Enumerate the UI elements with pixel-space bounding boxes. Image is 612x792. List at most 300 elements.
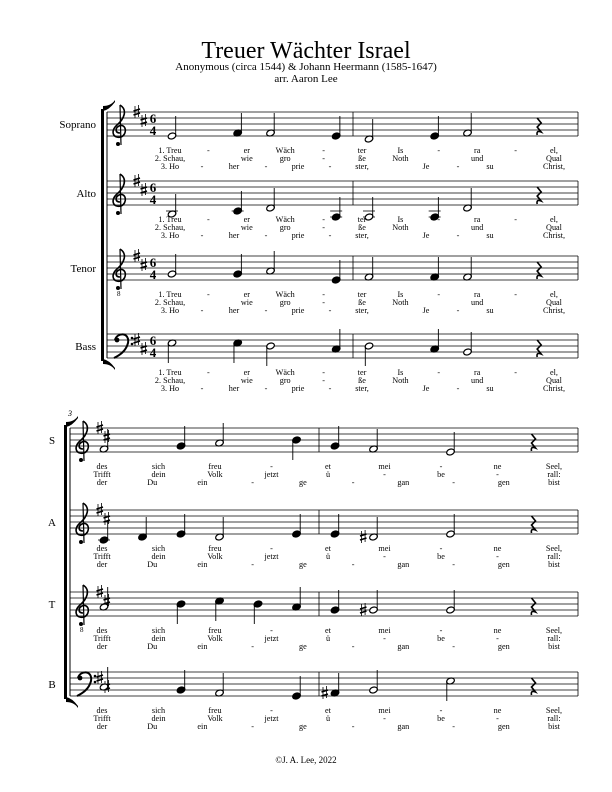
voice-name: Soprano [59,119,96,131]
lyric-syllable: ü [325,634,331,643]
lyric-syllable: - [496,634,499,643]
lyric-syllable: 3. Ho [160,384,180,393]
lyric-syllable: der [96,722,108,731]
lyric-syllable: ster, [355,231,369,240]
lyric-syllable: Wäch [275,146,295,155]
quarter-rest-icon [531,434,535,451]
key-sharp-icon [141,258,148,271]
voice-name: T [48,599,56,611]
lyric-syllable: Qual [546,376,562,385]
lyric-syllable: ra [474,368,481,377]
lyric-syllable: jetzt [264,470,279,479]
lyric-syllable: gro [279,376,291,385]
lyric-syllable: Wäch [275,215,295,224]
lyric-syllable: gan [397,478,410,487]
lyric-syllable: be [437,552,445,561]
lyric-syllable: her [228,306,240,315]
lyric-syllable: - [322,290,325,299]
lyric-syllable: prie [291,384,305,393]
lyric-syllable: Du [147,642,158,651]
lyric-syllable: rall: [547,714,561,723]
voice-name: Tenor [70,263,96,275]
lyric-syllable: - [322,154,325,163]
time-signature-top: 6 [149,333,157,348]
lyric-syllable: - [251,478,255,487]
lyric-syllable: - [437,146,441,155]
lyric-syllable: bist [548,642,560,651]
lyric-syllable: - [496,714,499,723]
treble-clef-icon [113,249,125,281]
key-sharp-icon [134,174,141,187]
lyric-syllable: gro [279,223,291,232]
lyric-syllable: - [514,290,517,299]
lyric-syllable: - [437,290,441,299]
treble-clef-icon [76,503,88,535]
lyric-syllable: 3. Ho [160,231,180,240]
quarter-rest-icon [537,262,541,279]
key-sharp-icon [104,430,111,443]
lyric-syllable: Seel, [545,544,563,553]
lyric-syllable: ne [493,626,502,635]
lyric-syllable: Qual [546,154,562,163]
lyric-syllable: 3. Ho [160,162,180,171]
lyric-syllable: Qual [546,223,562,232]
lyric-syllable: Christ, [542,231,566,240]
lyric-syllable: Noth [392,223,409,232]
lyric-syllable: sich [151,462,166,471]
lyric-syllable: rall: [547,634,561,643]
lyric-syllable: Seel, [545,462,563,471]
octave-marker: 8 [80,626,84,634]
lyric-syllable: - [328,384,332,393]
lyric-syllable: - [322,368,325,377]
lyric-syllable: wie [240,376,253,385]
lyric-syllable: - [456,231,460,240]
lyric-syllable: be [437,634,445,643]
accidental-sharp-icon [322,686,329,699]
bracket-top [103,100,115,111]
lyric-syllable: - [207,290,210,299]
score-title: Treuer Wächter Israel [201,38,411,64]
staff-a [48,503,578,569]
lyric-syllable: gen [497,722,510,731]
lyric-syllable: ge [299,642,307,651]
lyric-syllable: et [325,544,331,553]
lyric-syllable: - [383,714,386,723]
lyric-syllable: 1. Treu [158,368,182,377]
lyric-syllable: ße [358,154,366,163]
lyric-syllable: - [264,231,268,240]
measure-number: 3 [68,409,72,418]
lyric-syllable: Trifft [93,470,111,479]
staff-tenor [71,249,579,315]
quarter-rest-icon [537,187,541,204]
lyric-syllable: ü [325,714,331,723]
lyric-syllable: Seel, [545,626,563,635]
lyric-syllable: 2. Schau, [154,376,186,385]
lyric-syllable: et [325,462,331,471]
key-sharp-icon [97,503,104,516]
lyric-syllable: gen [497,478,510,487]
lyric-syllable: - [200,231,204,240]
key-sharp-icon [134,105,141,118]
lyric-syllable: Noth [392,376,409,385]
lyric-syllable: - [322,146,325,155]
lyric-syllable: - [322,223,325,232]
lyric-syllable: - [264,306,268,315]
lyric-syllable: ra [474,215,481,224]
quarter-rest-icon [531,598,535,615]
lyric-syllable: bist [548,722,560,731]
lyric-syllable: dein [151,714,166,723]
lyric-syllable: der [96,642,108,651]
treble-clef-icon [113,105,125,137]
staff-b [48,667,578,731]
lyric-syllable: und [471,298,484,307]
lyric-syllable: Je [422,384,430,393]
lyric-syllable: ne [493,462,502,471]
lyric-syllable: 2. Schau, [154,154,186,163]
lyric-syllable: el, [550,215,558,224]
lyric-syllable: gen [497,560,510,569]
time-signature-bottom: 4 [149,267,157,282]
treble-clef-icon [76,421,88,453]
time-signature-bottom: 4 [149,345,157,360]
staff-s [49,421,578,487]
lyric-syllable: be [437,470,445,479]
lyric-syllable: ne [493,544,502,553]
lyric-syllable: her [228,162,240,171]
lyric-syllable: er [243,368,250,377]
lyric-syllable: Wäch [275,368,295,377]
lyric-syllable: prie [291,306,305,315]
lyric-syllable: - [514,368,517,377]
key-sharp-icon [104,512,111,525]
lyric-syllable: - [207,146,210,155]
lyric-syllable: her [228,384,240,393]
lyric-syllable: gro [279,154,291,163]
lyric-syllable: su [486,384,494,393]
lyric-syllable: des [96,544,108,553]
lyric-syllable: sich [151,626,166,635]
lyric-syllable: Je [422,231,430,240]
lyric-syllable: - [514,215,517,224]
lyric-syllable: mei [378,462,391,471]
lyric-syllable: - [251,722,255,731]
lyric-syllable: Wäch [275,290,295,299]
lyric-syllable: ge [299,560,307,569]
lyric-syllable: ster, [355,384,369,393]
lyric-syllable: 3. Ho [160,306,180,315]
lyric-syllable: Trifft [93,552,111,561]
time-signature-top: 6 [149,255,157,270]
time-signature-bottom: 4 [149,192,157,207]
lyric-syllable: des [96,462,108,471]
lyric-syllable: ter [357,368,367,377]
lyric-syllable: el, [550,290,558,299]
lyric-syllable: et [325,626,331,635]
lyric-syllable: prie [291,231,305,240]
lyric-syllable: - [439,544,443,553]
lyric-syllable: - [322,298,325,307]
arranger-credit: arr. Aaron Lee [274,73,338,85]
lyric-syllable: el, [550,368,558,377]
lyric-syllable: - [328,162,332,171]
voice-name: B [48,679,56,691]
key-sharp-icon [134,333,141,346]
lyric-syllable: 1. Treu [158,290,182,299]
lyric-syllable: Seel, [545,706,563,715]
lyric-syllable: Je [422,306,430,315]
lyric-syllable: des [96,706,108,715]
lyric-syllable: Is [397,290,404,299]
lyric-syllable: - [200,162,204,171]
lyric-syllable: ein [197,642,208,651]
lyric-syllable: - [270,706,273,715]
lyric-syllable: freu [208,544,222,553]
lyric-syllable: wie [240,298,253,307]
time-signature-top: 6 [149,111,157,126]
lyric-syllable: Is [397,215,404,224]
key-sharp-icon [97,421,104,434]
lyric-syllable: - [270,462,273,471]
lyric-syllable: wie [240,223,253,232]
lyric-syllable: er [243,290,250,299]
lyric-syllable: rall: [547,470,561,479]
system-1 [59,100,578,393]
accidental-sharp-icon [360,603,367,616]
lyric-syllable: - [439,626,443,635]
lyric-syllable: gan [397,642,410,651]
bracket-bottom [103,359,115,370]
time-signature-top: 6 [149,180,157,195]
lyric-syllable: - [452,560,455,569]
lyric-syllable: der [96,560,108,569]
lyric-syllable: gro [279,298,291,307]
lyric-syllable: jetzt [264,552,279,561]
lyric-syllable: Volk [207,714,223,723]
lyric-syllable: gen [497,642,510,651]
lyric-syllable: her [228,231,240,240]
lyric-syllable: Volk [207,552,223,561]
key-sharp-icon [141,342,148,355]
lyric-syllable: ge [299,722,307,731]
staff-soprano [59,105,578,171]
system-2 [48,409,578,731]
staff-alto [76,174,578,240]
lyric-syllable: jetzt [264,714,279,723]
lyric-syllable: Is [397,146,404,155]
key-sharp-icon [134,249,141,262]
lyric-syllable: ein [197,722,208,731]
lyric-syllable: Du [147,722,158,731]
key-sharp-icon [97,671,104,684]
lyric-syllable: ge [299,478,307,487]
voice-name: A [48,517,56,529]
lyric-syllable: - [270,626,273,635]
lyric-syllable: - [322,215,325,224]
lyric-syllable: - [328,231,332,240]
lyric-syllable: su [486,231,494,240]
lyric-syllable: - [439,706,443,715]
lyric-syllable: - [383,552,386,561]
lyric-syllable: - [264,162,268,171]
lyric-syllable: 1. Treu [158,146,182,155]
lyric-syllable: der [96,478,108,487]
system-bracket [101,109,104,361]
lyric-syllable: wie [240,154,253,163]
lyric-syllable: - [251,642,255,651]
lyric-syllable: bist [548,478,560,487]
lyric-syllable: Christ, [542,306,566,315]
system-bracket [64,425,67,699]
lyric-syllable: Volk [207,470,223,479]
lyric-syllable: el, [550,146,558,155]
lyric-syllable: - [351,722,355,731]
lyric-syllable: ter [357,146,367,155]
lyric-syllable: 2. Schau, [154,298,186,307]
lyric-syllable: ter [357,215,367,224]
staff-t [49,585,578,651]
lyric-syllable: mei [378,706,391,715]
lyric-syllable: su [486,306,494,315]
lyric-syllable: ter [357,290,367,299]
lyric-syllable: - [351,642,355,651]
treble-clef-icon [113,174,125,206]
quarter-rest-icon [537,340,541,357]
lyric-syllable: dein [151,552,166,561]
time-signature-bottom: 4 [149,123,157,138]
lyric-syllable: ne [493,706,502,715]
lyric-syllable: Du [147,478,158,487]
lyric-syllable: und [471,154,484,163]
lyric-syllable: - [264,384,268,393]
lyric-syllable: ße [358,376,366,385]
lyric-syllable: 1. Treu [158,215,182,224]
lyric-syllable: - [270,544,273,553]
copyright-notice: ©J. A. Lee, 2022 [275,755,337,765]
quarter-rest-icon [531,678,535,695]
lyric-syllable: mei [378,544,391,553]
lyric-syllable: er [243,146,250,155]
quarter-rest-icon [537,118,541,135]
lyric-syllable: - [452,642,455,651]
lyric-syllable: Du [147,560,158,569]
lyric-syllable: - [207,368,210,377]
lyric-syllable: - [452,478,455,487]
lyric-syllable: Je [422,162,430,171]
staff-bass [75,329,578,393]
lyric-syllable: freu [208,462,222,471]
lyric-syllable: dein [151,634,166,643]
lyric-syllable: ra [474,290,481,299]
lyric-syllable: - [439,462,443,471]
lyric-syllable: ße [358,223,366,232]
lyric-syllable: mei [378,626,391,635]
lyric-syllable: bist [548,560,560,569]
lyric-syllable: - [456,162,460,171]
lyric-syllable: Trifft [93,634,111,643]
lyric-syllable: des [96,626,108,635]
lyric-syllable: dein [151,470,166,479]
voice-name: Alto [76,188,96,200]
lyric-syllable: - [437,215,441,224]
quarter-rest-icon [531,516,535,533]
lyric-syllable: Trifft [93,714,111,723]
treble-clef-icon [76,585,88,617]
lyric-syllable: be [437,714,445,723]
lyric-syllable: prie [291,162,305,171]
lyric-syllable: sich [151,544,166,553]
lyric-syllable: Christ, [542,384,566,393]
lyric-syllable: ße [358,298,366,307]
lyric-syllable: - [200,306,204,315]
lyric-syllable: rall: [547,552,561,561]
lyric-syllable: und [471,223,484,232]
lyric-syllable: gan [397,560,410,569]
lyric-syllable: ein [197,560,208,569]
lyric-syllable: - [351,478,355,487]
composer-credit: Anonymous (circa 1544) & Johann Heermann (1585-1647) [175,61,437,73]
lyric-syllable: - [496,470,499,479]
accidental-sharp-icon [360,530,367,543]
lyric-syllable: Volk [207,634,223,643]
lyric-syllable: - [456,306,460,315]
lyric-syllable: su [486,162,494,171]
lyric-syllable: - [200,384,204,393]
lyric-syllable: gan [397,722,410,731]
lyric-syllable: Noth [392,298,409,307]
lyric-syllable: - [207,215,210,224]
lyric-syllable: - [437,368,441,377]
lyric-syllable: - [383,634,386,643]
lyric-syllable: ster, [355,306,369,315]
voice-name: S [48,435,56,447]
lyric-syllable: - [452,722,455,731]
lyric-syllable: et [325,706,331,715]
lyric-syllable: ü [325,552,331,561]
bracket-bottom [66,697,78,708]
lyric-syllable: ster, [355,162,369,171]
key-sharp-icon [141,114,148,127]
lyric-syllable: ra [474,146,481,155]
lyric-syllable: - [351,560,355,569]
lyric-syllable: - [496,552,499,561]
lyric-syllable: freu [208,706,222,715]
lyric-syllable: 2. Schau, [154,223,186,232]
lyric-syllable: ü [325,470,331,479]
lyric-syllable: freu [208,626,222,635]
key-sharp-icon [97,585,104,598]
voice-name: Bass [75,341,96,353]
key-sharp-icon [141,183,148,196]
lyric-syllable: ein [197,478,208,487]
octave-marker: 8 [117,290,121,298]
lyric-syllable: jetzt [264,634,279,643]
lyric-syllable: - [383,470,386,479]
lyric-syllable: - [251,560,255,569]
lyric-syllable: und [471,376,484,385]
lyric-syllable: - [514,146,517,155]
lyric-syllable: Noth [392,154,409,163]
lyric-syllable: - [328,306,332,315]
lyric-syllable: - [456,384,460,393]
lyric-syllable: Qual [546,298,562,307]
lyric-syllable: sich [151,706,166,715]
lyric-syllable: - [322,376,325,385]
lyric-syllable: Christ, [542,162,566,171]
lyric-syllable: er [243,215,250,224]
